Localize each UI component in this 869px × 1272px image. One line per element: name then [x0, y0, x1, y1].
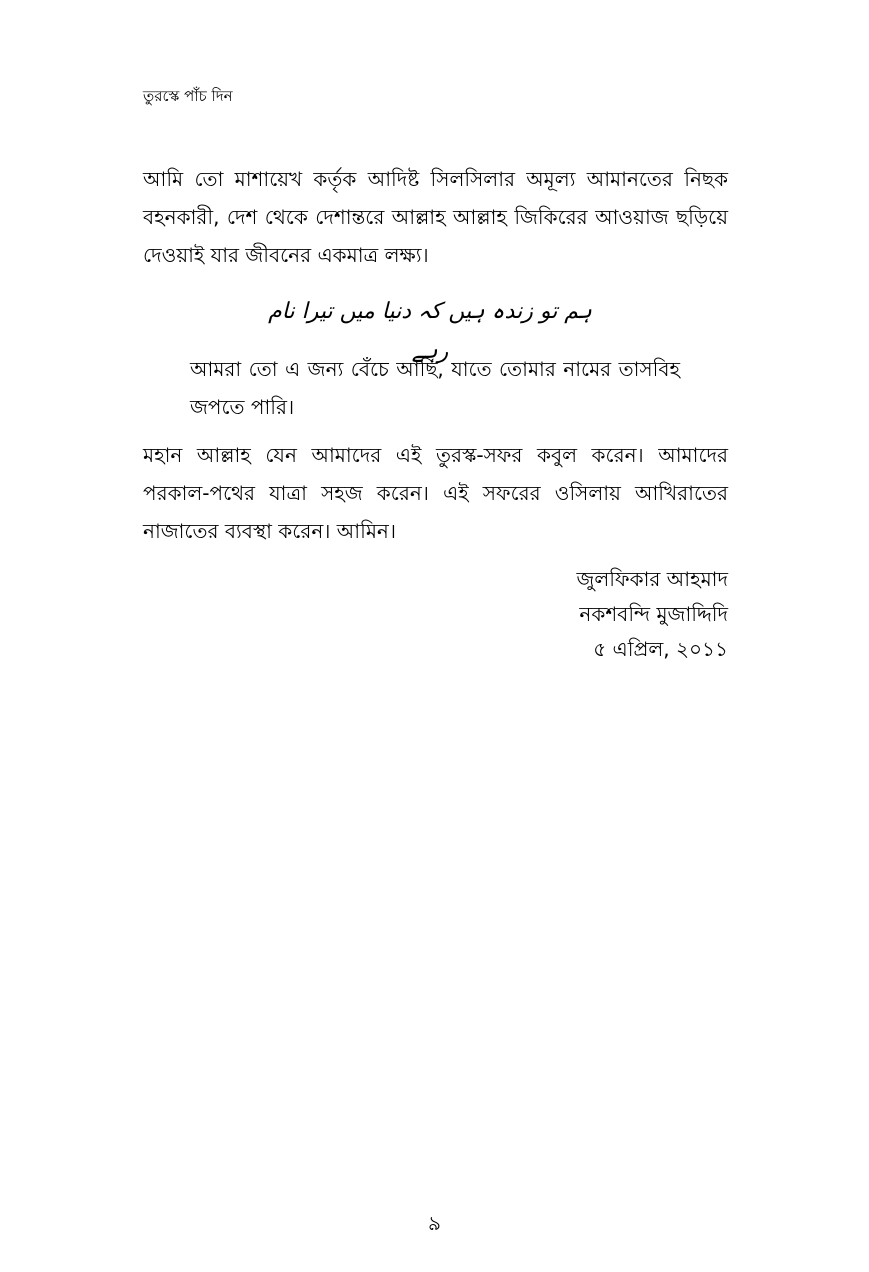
- page-number: ৯: [428, 1211, 441, 1235]
- verse-translation: আমরা তো এ জন্য বেঁচে আছি, যাতে তোমার নামের তাসবিহ জপতে পারি।: [190, 357, 680, 419]
- author-name: জুলফিকার আহমাদ: [576, 567, 728, 591]
- running-header: তুরস্কে পাঁচ দিন: [143, 87, 233, 105]
- urdu-verse: ہم تو زندہ ہیں کہ دنیا میں تیرا نام رہے: [268, 299, 592, 364]
- signature-date: ৫ এপ্রিল, ২০১১: [593, 637, 728, 661]
- author-title: নকশবন্দি মুজাদ্দিদি: [579, 602, 728, 626]
- body-paragraph: আমি তো মাশায়েখ কর্তৃক আদিষ্ট সিলসিলার অমূল্য আমানতের নিছক বহনকারী, দেশ থেকে দেশান্তরে আল্লাহ আল্লাহ জিকিরের আওয়াজ ছড়িয়ে দেওয়াই যার জীবনের একমাত্র লক্ষ্য।: [143, 167, 728, 267]
- signature-block: [576, 562, 728, 667]
- body-paragraph: মহান আল্লাহ যেন আমাদের এই তুরস্ক-সফর কবুল করেন। আমাদের পরকাল-পথের যাত্রা সহজ করেন। এই সফরের ওসিলায় আখিরাতের নাজাতের ব্যবস্থা করেন। আমিন।: [143, 443, 728, 543]
